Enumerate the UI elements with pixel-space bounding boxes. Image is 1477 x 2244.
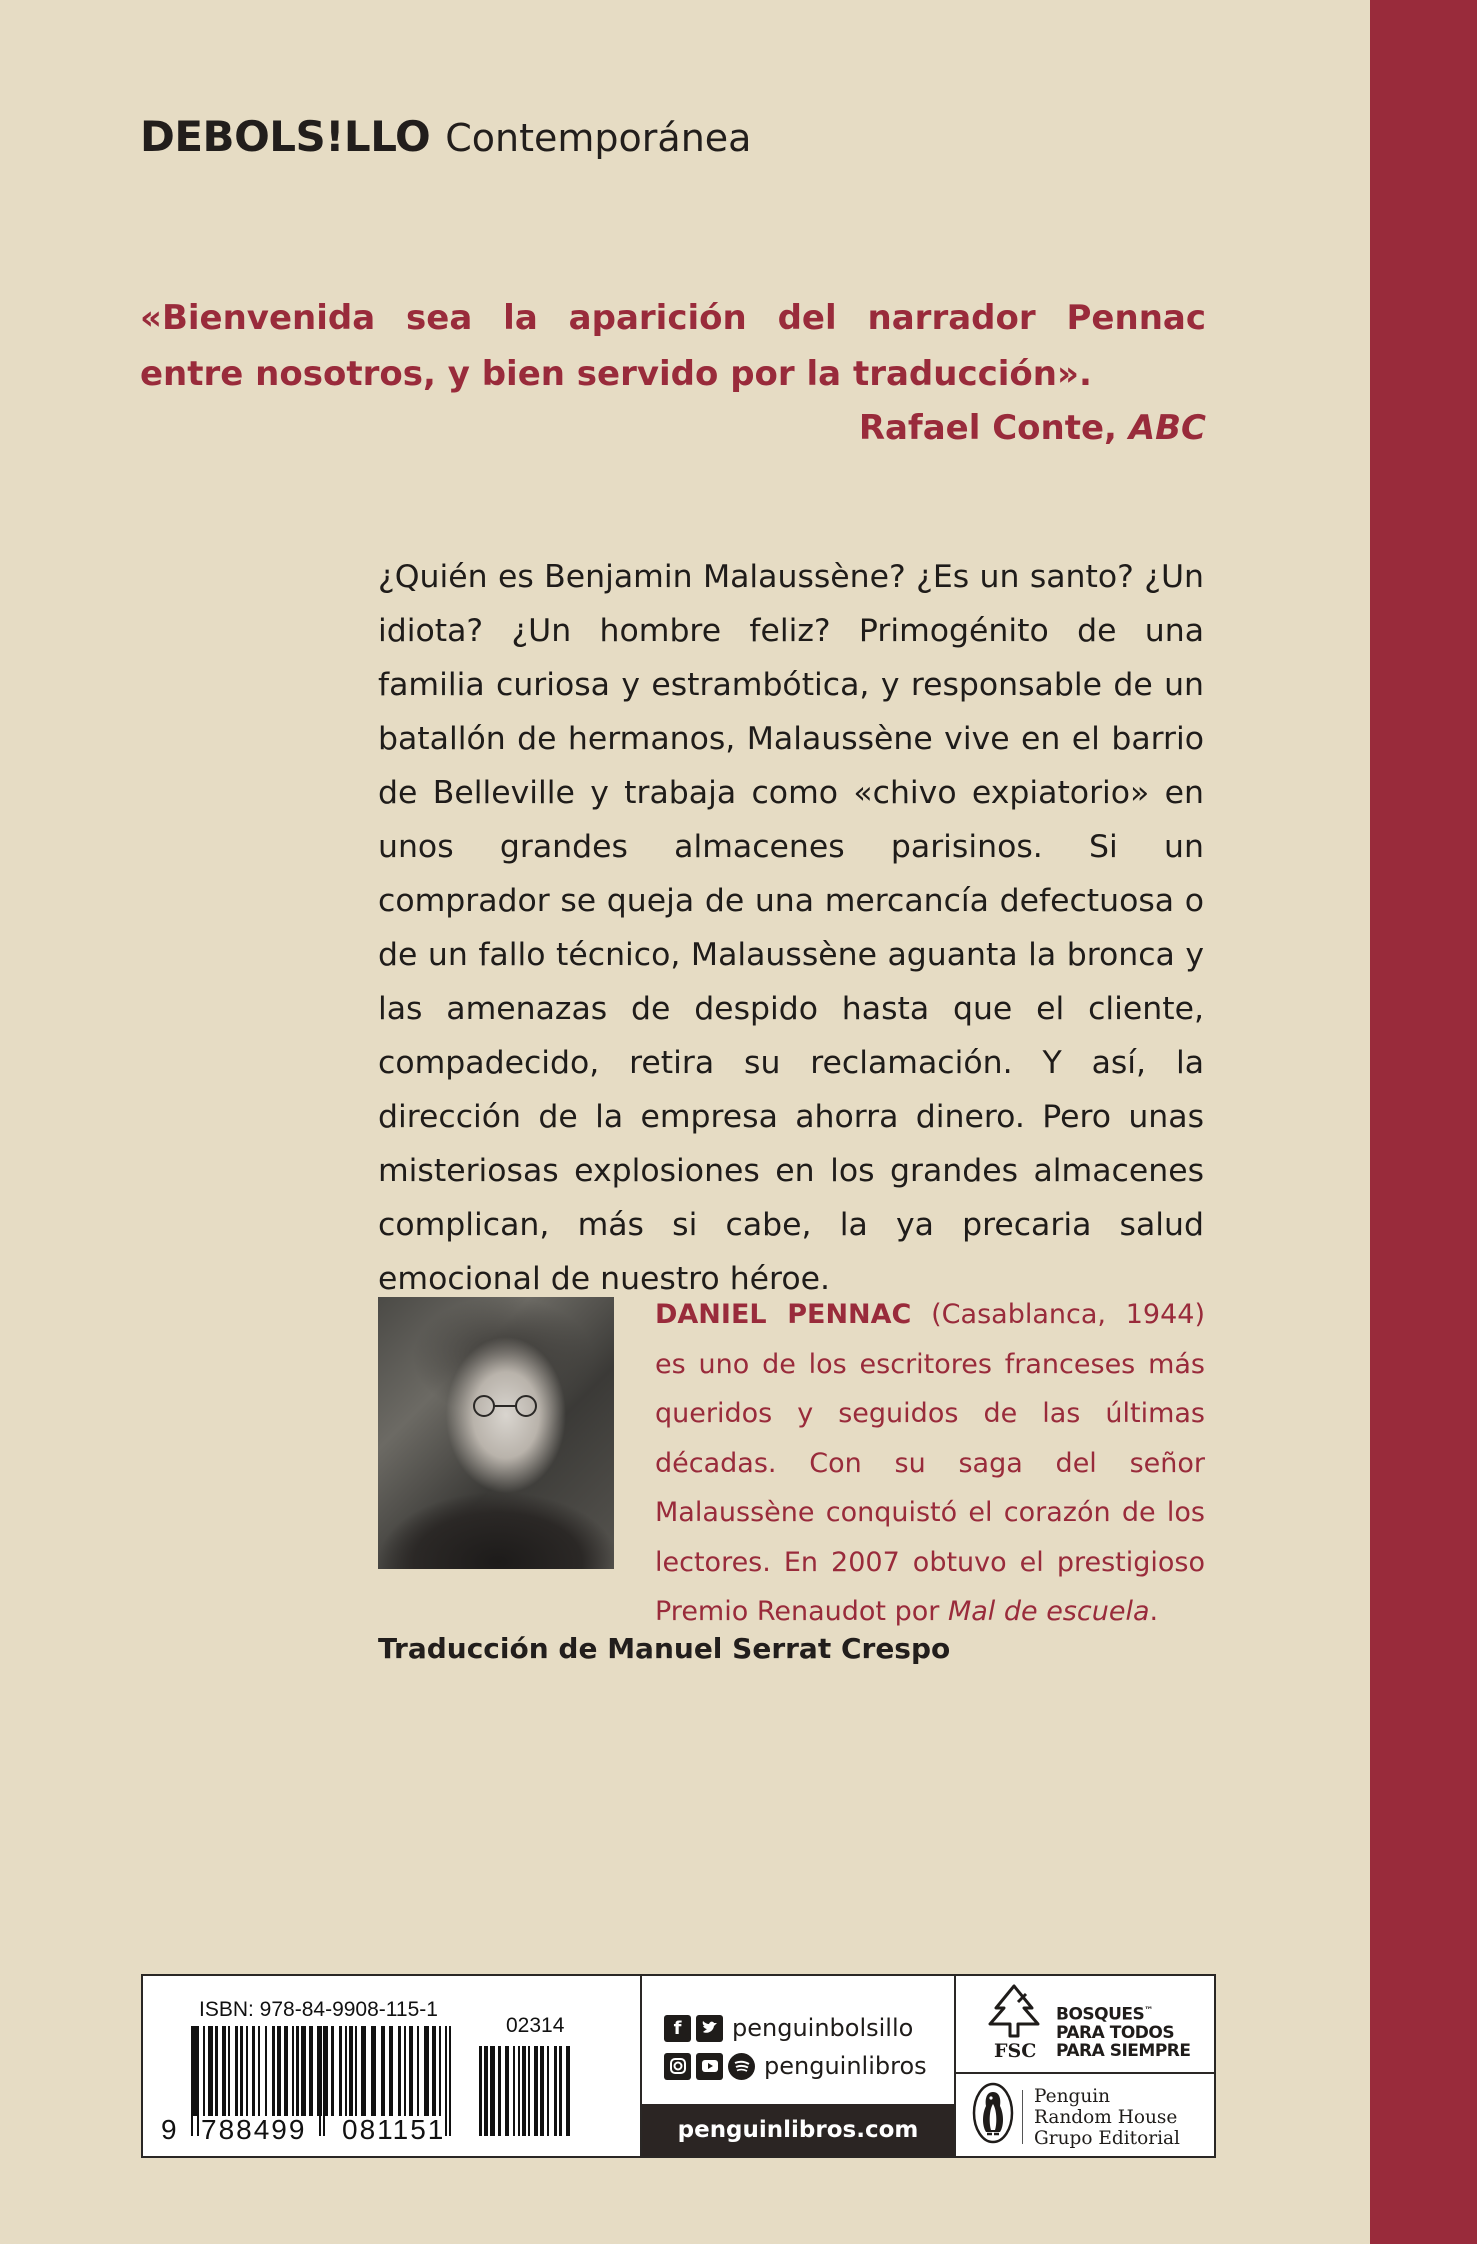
spine-strip (1370, 0, 1477, 2244)
price-addon-code: 02314 (506, 2014, 565, 2037)
facebook-icon[interactable]: f (664, 2015, 691, 2042)
barcode-area (143, 1976, 642, 2156)
quote-source: ABC (1128, 408, 1206, 448)
quote-attribution (859, 408, 1206, 448)
series-name: Contemporánea (445, 116, 752, 160)
fsc-label: FSC (994, 2040, 1037, 2062)
penguin-logo-icon (972, 2082, 1014, 2144)
website-link[interactable]: penguinlibros.com (642, 2104, 954, 2156)
press-quote: «Bienvenida sea la aparición del narrador Pennac entre nosotros, y bien servido por la traducción». (140, 298, 1206, 394)
author-photo (378, 1297, 614, 1569)
fsc-slogan-line-3: PARA SIEMPRE (1056, 2040, 1191, 2061)
social-handle-1[interactable]: penguinbolsillo (732, 2014, 914, 2042)
spotify-icon[interactable] (728, 2053, 755, 2080)
fsc-slogan (1056, 2002, 1206, 2060)
social-handle-2[interactable]: penguinlibros (764, 2052, 927, 2080)
back-cover-info-box (141, 1974, 1216, 2158)
bio-book-title: Mal de escuela (947, 1596, 1150, 1627)
glasses-detail (466, 1395, 546, 1417)
ean-left-group: 788499 (201, 2114, 307, 2145)
author-name: DANIEL PENNAC (655, 1299, 912, 1330)
fsc-slogan-line-1: BOSQUES (1056, 2004, 1145, 2025)
bio-text: (Casablanca, 1944) es uno de los escritores franceses más queridos y seguidos de las últimas décadas. Con su saga del señor Malaussène conquistó el corazón de los lectores. En 2007 obtuvo el prestigioso Premio Renaudot por (655, 1299, 1206, 1627)
fsc-tree-icon (982, 1982, 1046, 2040)
twitter-icon[interactable] (696, 2015, 723, 2042)
publisher-name: Penguin Random House Grupo Editorial (1034, 2086, 1180, 2149)
social-media-area (642, 1976, 956, 2156)
social-row-2 (664, 2052, 927, 2080)
author-bio (655, 1290, 1205, 1637)
social-row-1 (664, 2014, 913, 2042)
publisher-divider (1022, 2090, 1023, 2144)
ean-right-group: 081151 (342, 2114, 446, 2145)
ean-first-digit: 9 (161, 2114, 179, 2145)
publisher-brand (140, 112, 751, 161)
fsc-certification (956, 1976, 1214, 2074)
bio-end: . (1149, 1596, 1159, 1627)
quote-author: Rafael Conte, (858, 408, 1117, 448)
youtube-icon[interactable] (696, 2053, 723, 2080)
fsc-slogan-line-2: PARA TODOS (1056, 2022, 1175, 2043)
instagram-icon[interactable] (664, 2053, 691, 2080)
isbn-label: ISBN: 978-84-9908-115-1 (199, 1998, 438, 2021)
fsc-trademark: ™ (1144, 2006, 1153, 2016)
translator-credit: Traducción de Manuel Serrat Crespo (378, 1632, 951, 1665)
synopsis: ¿Quién es Benjamin Malaussène? ¿Es un santo? ¿Un idiota? ¿Un hombre feliz? Primogénito de una familia curiosa y estrambótica, y responsable de un batallón de hermanos, Malaussène vive en el barrio de Belleville y trabaja como «chivo expiatorio» en unos grandes almacenes parisinos. Si un comprador se queja de una mercancía defectuosa o de un fallo técnico, Malaussène aguanta la bronca y las amenazas de despido hasta que el cliente, compadecido, retira su reclamación. Y así, la dirección de la empresa ahorra dinero. Pero unas misteriosas explosiones en los grandes almacenes complican, más si cabe, la ya precaria salud emocional de nuestro héroe. (378, 559, 1204, 1297)
brand-name: DEBOLS!LLO (140, 112, 431, 161)
publisher-logo (956, 2074, 1214, 2156)
